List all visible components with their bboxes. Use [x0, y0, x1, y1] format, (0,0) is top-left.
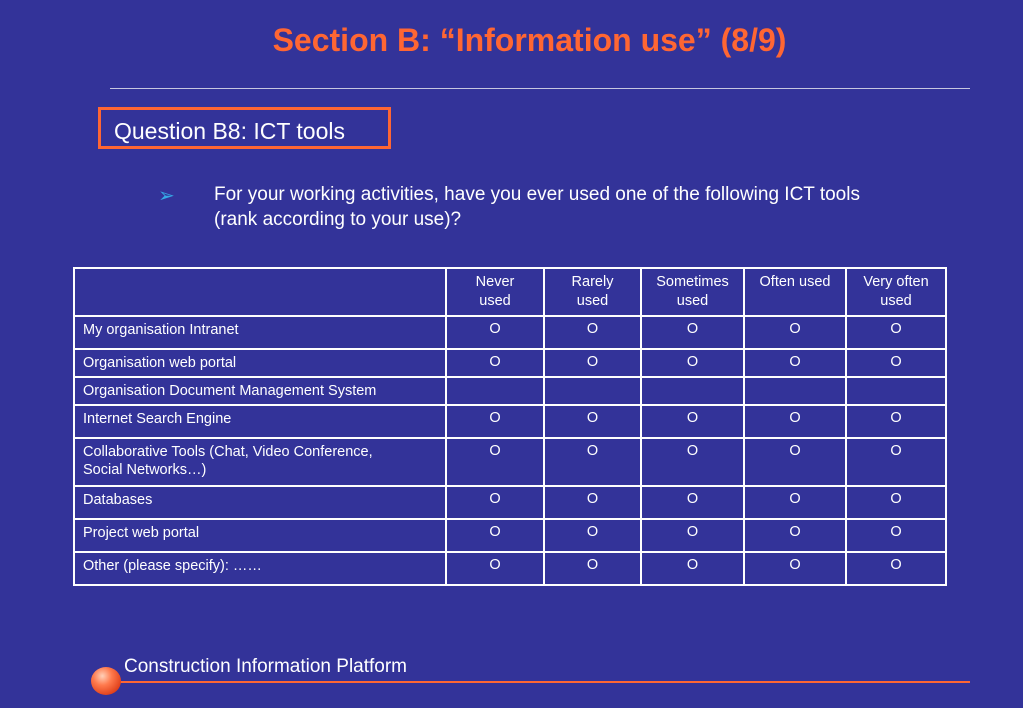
- option-radio[interactable]: O: [641, 486, 744, 519]
- option-cell: [846, 377, 946, 405]
- option-radio[interactable]: O: [744, 316, 846, 349]
- option-radio[interactable]: O: [846, 486, 946, 519]
- header-cell: Sometimes used: [641, 268, 744, 316]
- option-radio[interactable]: O: [446, 316, 544, 349]
- tool-name: Databases: [74, 486, 446, 519]
- footer-label: Construction Information Platform: [124, 656, 408, 677]
- option-cell: [544, 377, 641, 405]
- option-radio[interactable]: O: [446, 486, 544, 519]
- option-cell: [641, 377, 744, 405]
- option-radio[interactable]: O: [544, 486, 641, 519]
- tool-name: Other (please specify): ……: [74, 552, 446, 585]
- table-row: [74, 438, 946, 486]
- option-radio[interactable]: O: [544, 316, 641, 349]
- tool-name: Internet Search Engine: [74, 405, 446, 438]
- option-radio[interactable]: O: [446, 552, 544, 585]
- option-radio[interactable]: O: [744, 438, 846, 486]
- option-radio[interactable]: O: [641, 438, 744, 486]
- header-cell: Often used: [744, 268, 846, 316]
- option-radio[interactable]: O: [446, 349, 544, 377]
- option-radio[interactable]: O: [544, 519, 641, 552]
- option-cell: [446, 377, 544, 405]
- option-radio[interactable]: O: [744, 519, 846, 552]
- option-radio[interactable]: O: [544, 349, 641, 377]
- header-cell: Rarely used: [544, 268, 641, 316]
- table-row: [74, 377, 946, 405]
- option-radio[interactable]: O: [744, 486, 846, 519]
- tool-name: Collaborative Tools (Chat, Video Conference, Social Networks…): [74, 438, 446, 486]
- option-cell: [744, 377, 846, 405]
- slide-title: Section B: “Information use” (8/9): [272, 22, 787, 58]
- option-radio[interactable]: O: [641, 349, 744, 377]
- option-radio[interactable]: O: [641, 316, 744, 349]
- tool-name: Organisation Document Management System: [74, 377, 446, 405]
- table-row: [74, 405, 946, 438]
- option-radio[interactable]: O: [446, 519, 544, 552]
- option-radio[interactable]: O: [544, 438, 641, 486]
- option-radio[interactable]: O: [446, 405, 544, 438]
- header-cell: Never used: [446, 268, 544, 316]
- option-radio[interactable]: O: [846, 552, 946, 585]
- question-label: Question B8: ICT tools: [114, 118, 345, 144]
- question-text: [214, 182, 954, 232]
- question-label-box: [98, 107, 391, 149]
- tool-name: My organisation Intranet: [74, 316, 446, 349]
- option-radio[interactable]: O: [744, 552, 846, 585]
- option-radio[interactable]: O: [641, 552, 744, 585]
- bullet-arrow-icon: ➢: [158, 185, 175, 207]
- option-radio[interactable]: O: [641, 519, 744, 552]
- question-text-line: (rank according to your use)?: [214, 209, 462, 230]
- tool-name: Project web portal: [74, 519, 446, 552]
- option-radio[interactable]: O: [846, 519, 946, 552]
- option-radio[interactable]: O: [544, 552, 641, 585]
- option-radio[interactable]: O: [744, 349, 846, 377]
- tool-name: Organisation web portal: [74, 349, 446, 377]
- option-radio[interactable]: O: [446, 438, 544, 486]
- option-radio[interactable]: O: [846, 438, 946, 486]
- header-cell: Very often used: [846, 268, 946, 316]
- question-text-line: For your working activities, have you ever used one of the following ICT tools: [214, 184, 860, 205]
- table-header-row: [74, 268, 946, 316]
- header-tool-cell: [74, 268, 446, 316]
- option-radio[interactable]: O: [641, 405, 744, 438]
- option-radio[interactable]: O: [846, 316, 946, 349]
- table-row: [74, 552, 946, 585]
- footer-divider: [105, 681, 970, 683]
- option-radio[interactable]: O: [744, 405, 846, 438]
- table-row: [74, 486, 946, 519]
- option-radio[interactable]: O: [846, 405, 946, 438]
- table-row: [74, 519, 946, 552]
- option-radio[interactable]: O: [544, 405, 641, 438]
- table-row: [74, 316, 946, 349]
- orange-sphere-icon: [91, 667, 121, 695]
- option-radio[interactable]: O: [846, 349, 946, 377]
- title-divider: [110, 88, 970, 89]
- ict-tools-table: [73, 267, 947, 586]
- table-row: [74, 349, 946, 377]
